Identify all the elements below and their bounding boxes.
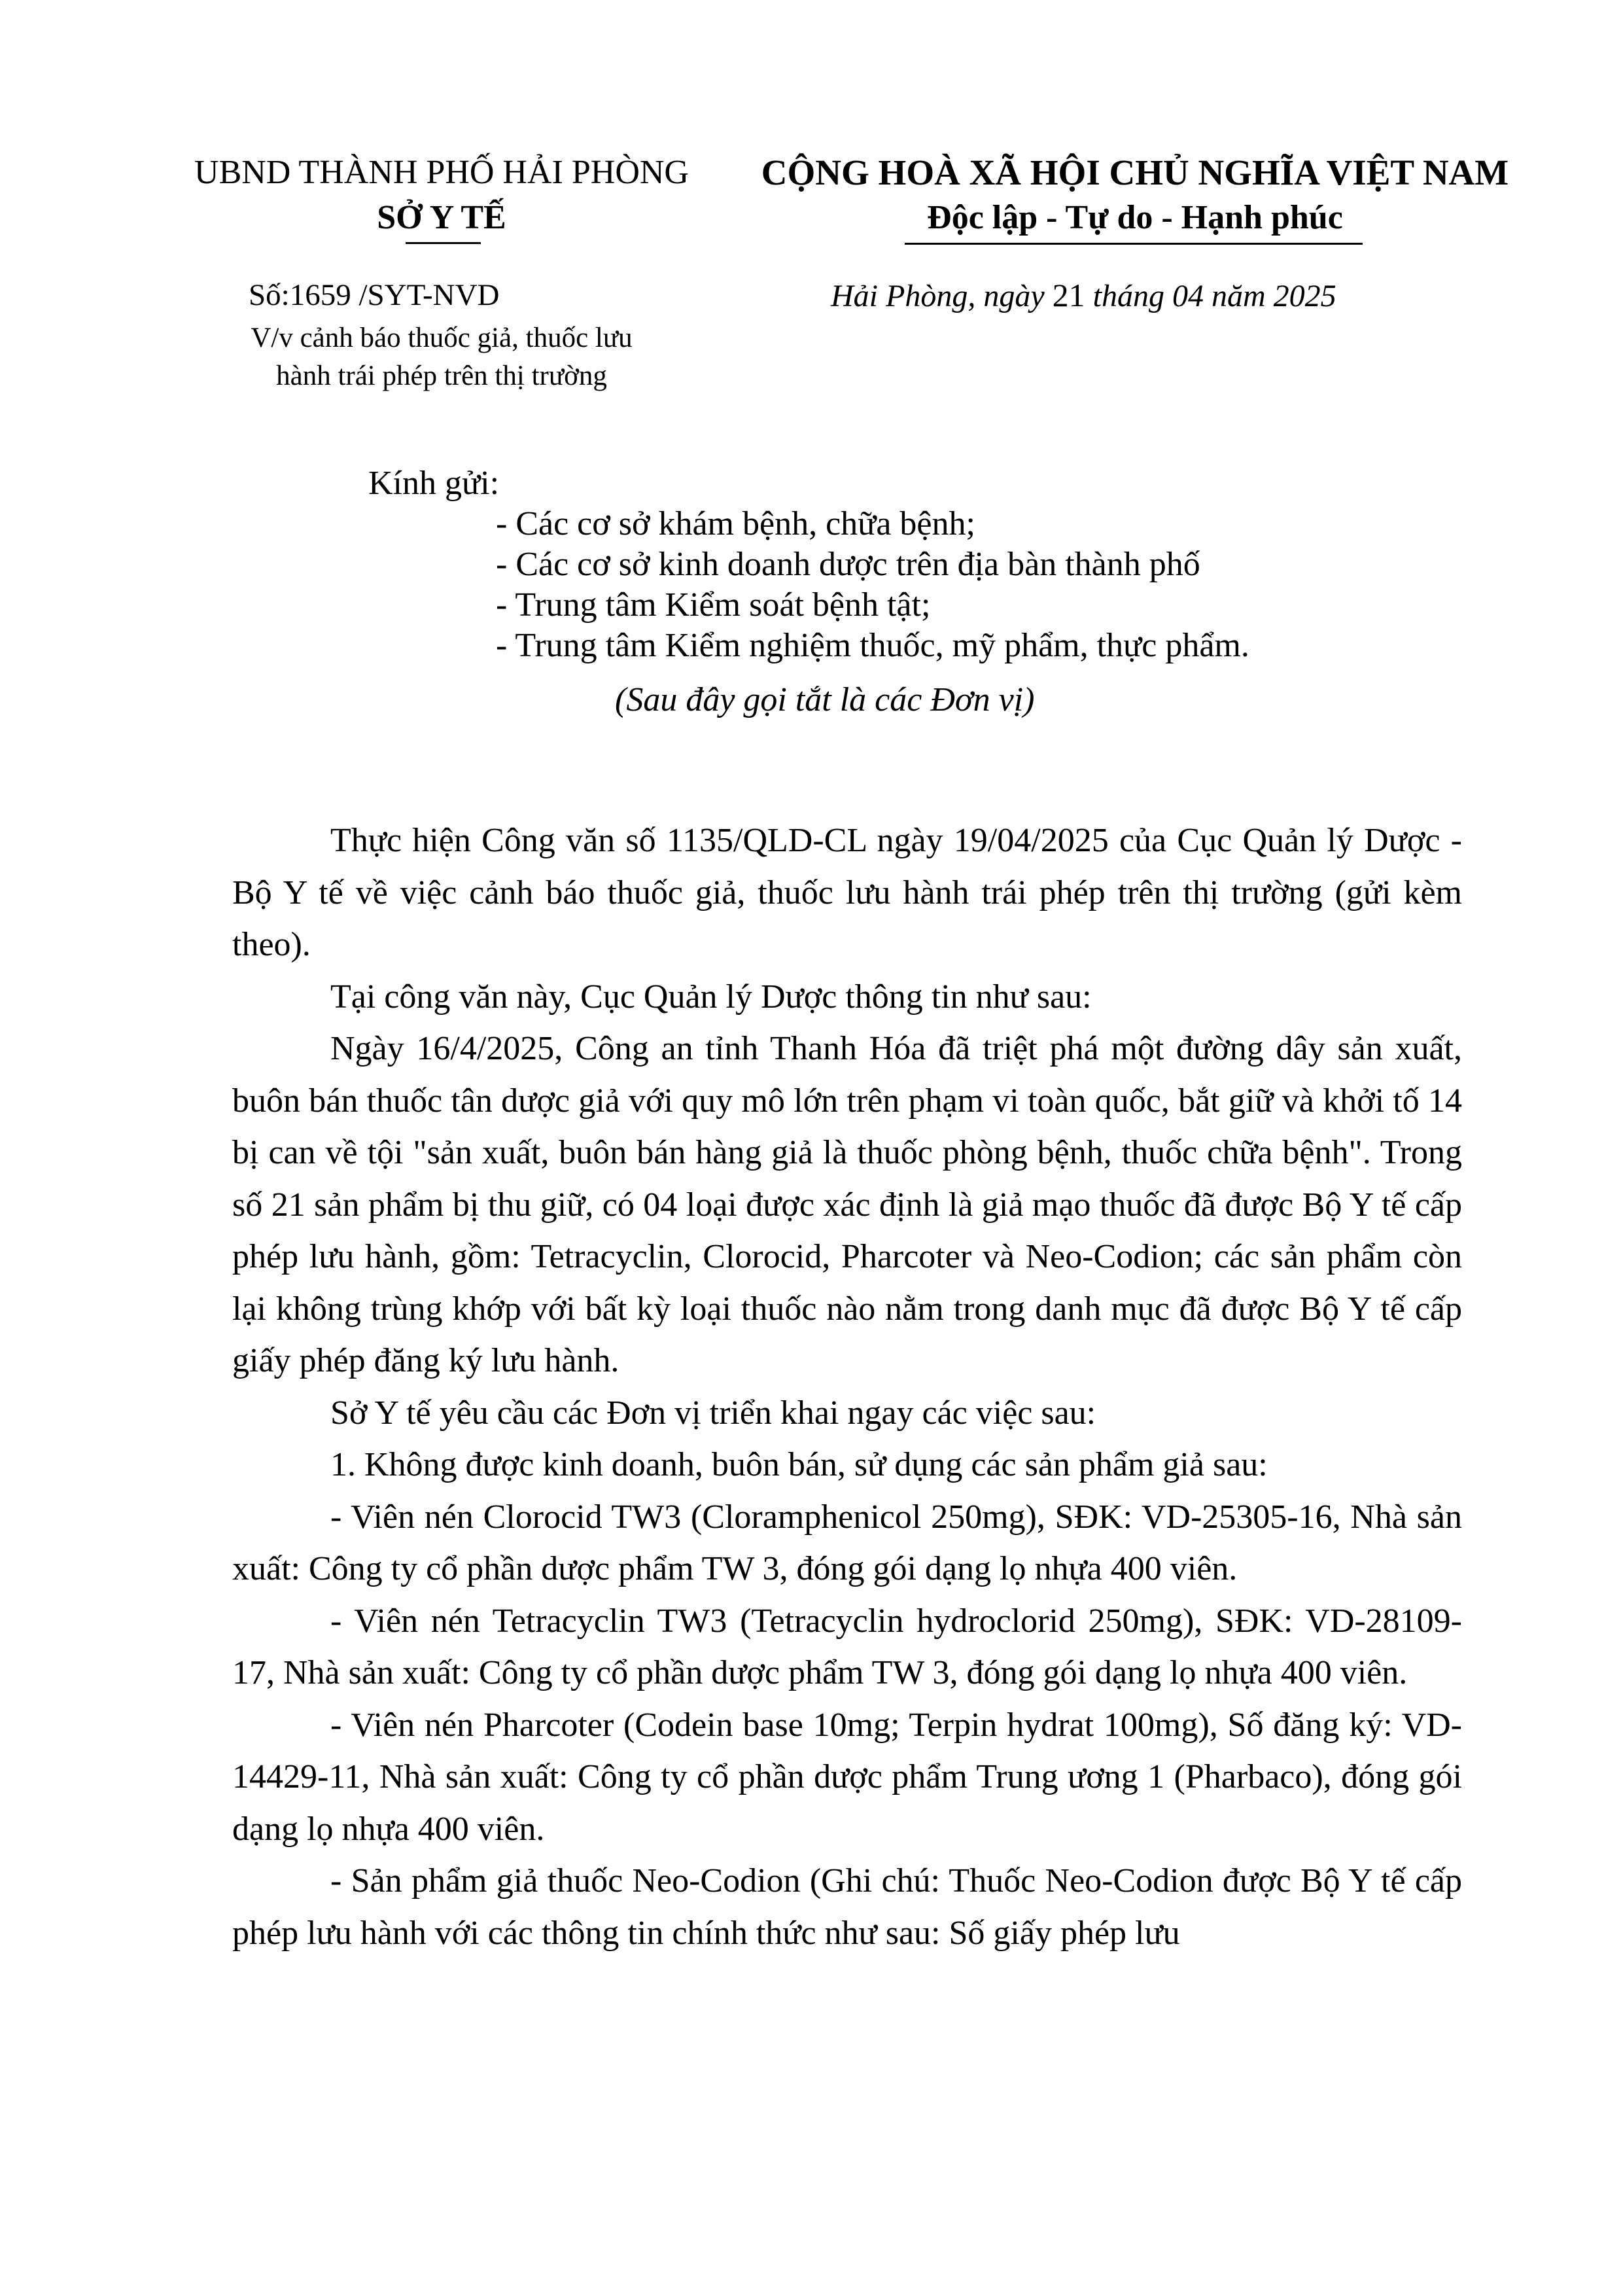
document-number-value: 1659 xyxy=(289,278,351,312)
recipient-item: - Trung tâm Kiểm nghiệm thuốc, mỹ phẩm, thực phẩm. xyxy=(496,627,1249,664)
recipients-note: (Sau đây gọi tắt là các Đơn vị) xyxy=(615,681,1035,718)
recipients-heading: Kính gửi: xyxy=(368,465,500,502)
recipient-item: - Các cơ sở khám bệnh, chữa bệnh; xyxy=(496,505,975,542)
document-number-suffix: /SYT-NVD xyxy=(351,278,500,312)
subject-line: hành trái phép trên thị trường xyxy=(276,361,607,391)
body-paragraph: Thực hiện Công văn số 1135/QLD-CL ngày 19/04/2025 của Cục Quản lý Dược - Bộ Y tế về việc cảnh báo thuốc giả, thuốc lưu hành trái phép trên thị trường (gửi kèm theo). xyxy=(232,822,1462,963)
subject-line: V/v cảnh báo thuốc giả, thuốc lưu xyxy=(251,323,633,353)
date-prefix: Hải Phòng, ngày xyxy=(831,279,1053,313)
motto-underline xyxy=(905,243,1363,245)
recipients-list xyxy=(496,504,1249,666)
document-subject xyxy=(154,319,729,395)
body-paragraph: - Viên nén Clorocid TW3 (Cloramphenicol 250mg), SĐK: VD-25305-16, Nhà sản xuất: Công ty cổ phần dược phẩm TW 3, đóng gói dạng lọ nhựa 400 viên. xyxy=(232,1498,1462,1587)
issuer-underline xyxy=(406,242,481,244)
date-suffix: tháng 04 năm 2025 xyxy=(1085,279,1336,313)
issuer-authority: UBND THÀNH PHỐ HẢI PHÒNG xyxy=(194,154,689,191)
body-paragraph: Ngày 16/4/2025, Công an tỉnh Thanh Hóa đã triệt phá một đường dây sản xuất, buôn bán thuốc tân dược giả với quy mô lớn trên phạm vi toàn quốc, bắt giữ và khởi tố 14 bị can về tội "sản xuất, buôn bán hàng giả là thuốc phòng bệnh, thuốc chữa bệnh". Trong số 21 sản phẩm bị thu giữ, có 04 loại được xác định là giả mạo thuốc đã được Bộ Y tế cấp phép lưu hành, gồm: Tetracyclin, Clorocid, Pharcoter và Neo-Codion; các sản phẩm còn lại không trùng khớp với bất kỳ loại thuốc nào nằm trong danh mục đã được Bộ Y tế cấp giấy phép đăng ký lưu hành. xyxy=(232,1030,1462,1379)
body-paragraph: 1. Không được kinh doanh, buôn bán, sử dụng các sản phẩm giả sau: xyxy=(330,1446,1268,1483)
recipient-item: - Trung tâm Kiểm soát bệnh tật; xyxy=(496,586,931,624)
document-number xyxy=(249,274,499,317)
document-date xyxy=(831,274,1336,318)
body-paragraph: Tại công văn này, Cục Quản lý Dược thông tin như sau: xyxy=(330,978,1092,1016)
document-body xyxy=(232,815,1462,1959)
body-paragraph: - Viên nén Tetracyclin TW3 (Tetracyclin hydroclorid 250mg), SĐK: VD-28109- 17, Nhà sản xuất: Công ty cổ phần dược phẩm TW 3, đóng gói dạng lọ nhựa 400 viên. xyxy=(232,1602,1462,1691)
issuer-block xyxy=(154,149,729,239)
recipient-item: - Các cơ sở kinh doanh dược trên địa bàn thành phố xyxy=(496,546,1200,583)
document-number-prefix: Số: xyxy=(249,278,290,312)
national-motto: Độc lập - Tự do - Hạnh phúc xyxy=(927,199,1343,236)
date-day: 21 xyxy=(1052,277,1085,313)
body-paragraph: - Viên nén Pharcoter (Codein base 10mg; Terpin hydrat 100mg), Số đăng ký: VD-14429-11, Nhà sản xuất: Công ty cổ phần dược phẩm Trung ương 1 (Pharbaco), đóng gói dạng lọ nhựa 400 viên. xyxy=(232,1706,1462,1848)
national-heading xyxy=(733,149,1537,239)
body-paragraph: Sở Y tế yêu cầu các Đơn vị triển khai ngay các việc sau: xyxy=(330,1394,1096,1432)
body-paragraph: - Sản phẩm giả thuốc Neo-Codion (Ghi chú: Thuốc Neo-Codion được Bộ Y tế cấp phép lưu hành với các thông tin chính thức như sau: Số giấy phép lưu xyxy=(232,1862,1462,1952)
issuer-department: SỞ Y TẾ xyxy=(377,199,506,236)
national-title: CỘNG HOÀ XÃ HỘI CHỦ NGHĨA VIỆT NAM xyxy=(761,152,1509,192)
